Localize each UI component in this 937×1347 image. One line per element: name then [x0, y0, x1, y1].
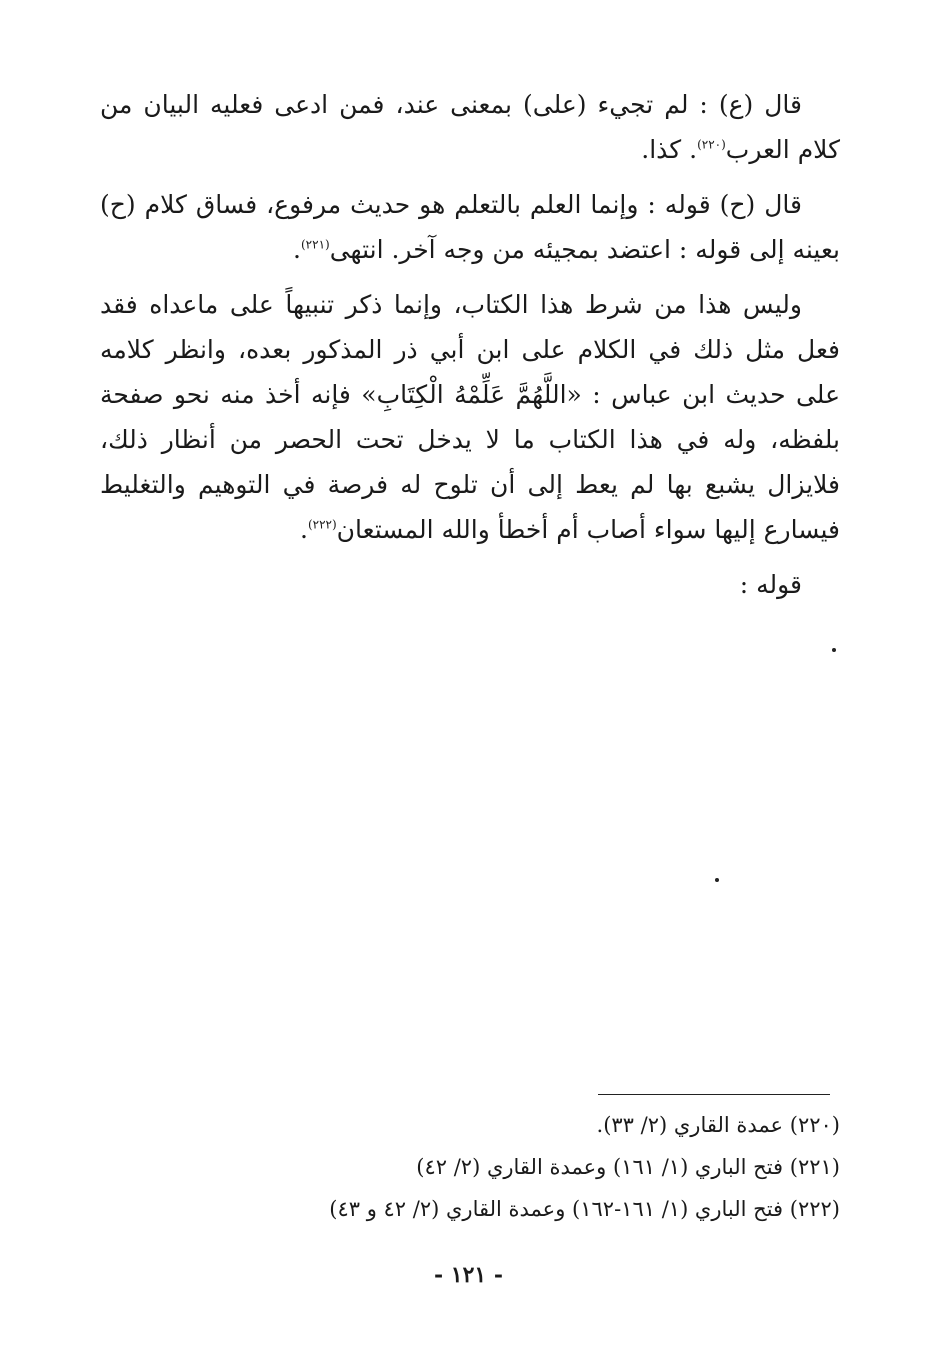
paragraph-3: [100, 282, 840, 552]
paragraph-3-text: وليس هذا من شرط هذا الكتاب، وإنما ذكر تنبيهاً على ماعداه فقد فعل مثل ذلك في الكلام على ابن أبي ذر المذكور بعده، وانظر كلامه على حديث ابن عباس : «اللَّهُمَّ عَلِّمْهُ الْكِتَابِ» فإنه أخذ منه نحو صفحة بلفظه، وله في هذا الكتاب ما لا يدخل تحت الحصر من أنظار ذلك، فلايزال يشبع بها لم يعط إلى أن تلوح له فرصة في التوهيم والتغليط فيسارع إليها سواء أصاب أم أخطأ والله المستعان: [100, 290, 840, 544]
paragraph-3-tail: .: [299, 515, 308, 544]
paragraph-1-tail: . كذا.: [641, 135, 698, 164]
paragraph-1-text: قال (ع) : لم تجيء (على) بمعنى عند، فمن ادعى فعليه البيان من كلام العرب: [100, 90, 840, 164]
scan-speck: [715, 878, 719, 882]
scan-speck: [832, 648, 836, 652]
paragraph-4: [100, 562, 840, 607]
paragraph-2: [100, 182, 840, 272]
main-text: [100, 82, 840, 607]
footnote-ref-221: (٢٢١): [300, 237, 330, 252]
paragraph-2-text: قال (ح) قوله : وإنما العلم بالتعلم هو حديث مرفوع، فساق كلام (ح) بعينه إلى قوله : اعتضد بمجيئه من وجه آخر. انتهى: [100, 190, 840, 264]
footnote-222: (٢٢٢) فتح الباري (١/ ١٦١-١٦٢) وعمدة القاري (٢/ ٤٢ و ٤٣): [329, 1197, 840, 1221]
footnote-220: (٢٢٠) عمدة القاري (٢/ ٣٣).: [596, 1113, 840, 1137]
footnote-ref-220: (٢٢٠): [697, 137, 726, 152]
footnote-ref-222: (٢٢٢): [307, 517, 337, 532]
paragraph-1: [100, 82, 840, 172]
footnotes: [100, 1104, 840, 1230]
page-number: - ١٢١ -: [433, 1262, 504, 1288]
paragraph-2-tail: .: [293, 235, 301, 264]
paragraph-4-text: قوله :: [739, 570, 802, 599]
footnote-221: (٢٢١) فتح الباري (١/ ١٦١) وعمدة القاري (٢/ ٤٢): [416, 1155, 840, 1179]
footnote-separator: [598, 1094, 830, 1095]
